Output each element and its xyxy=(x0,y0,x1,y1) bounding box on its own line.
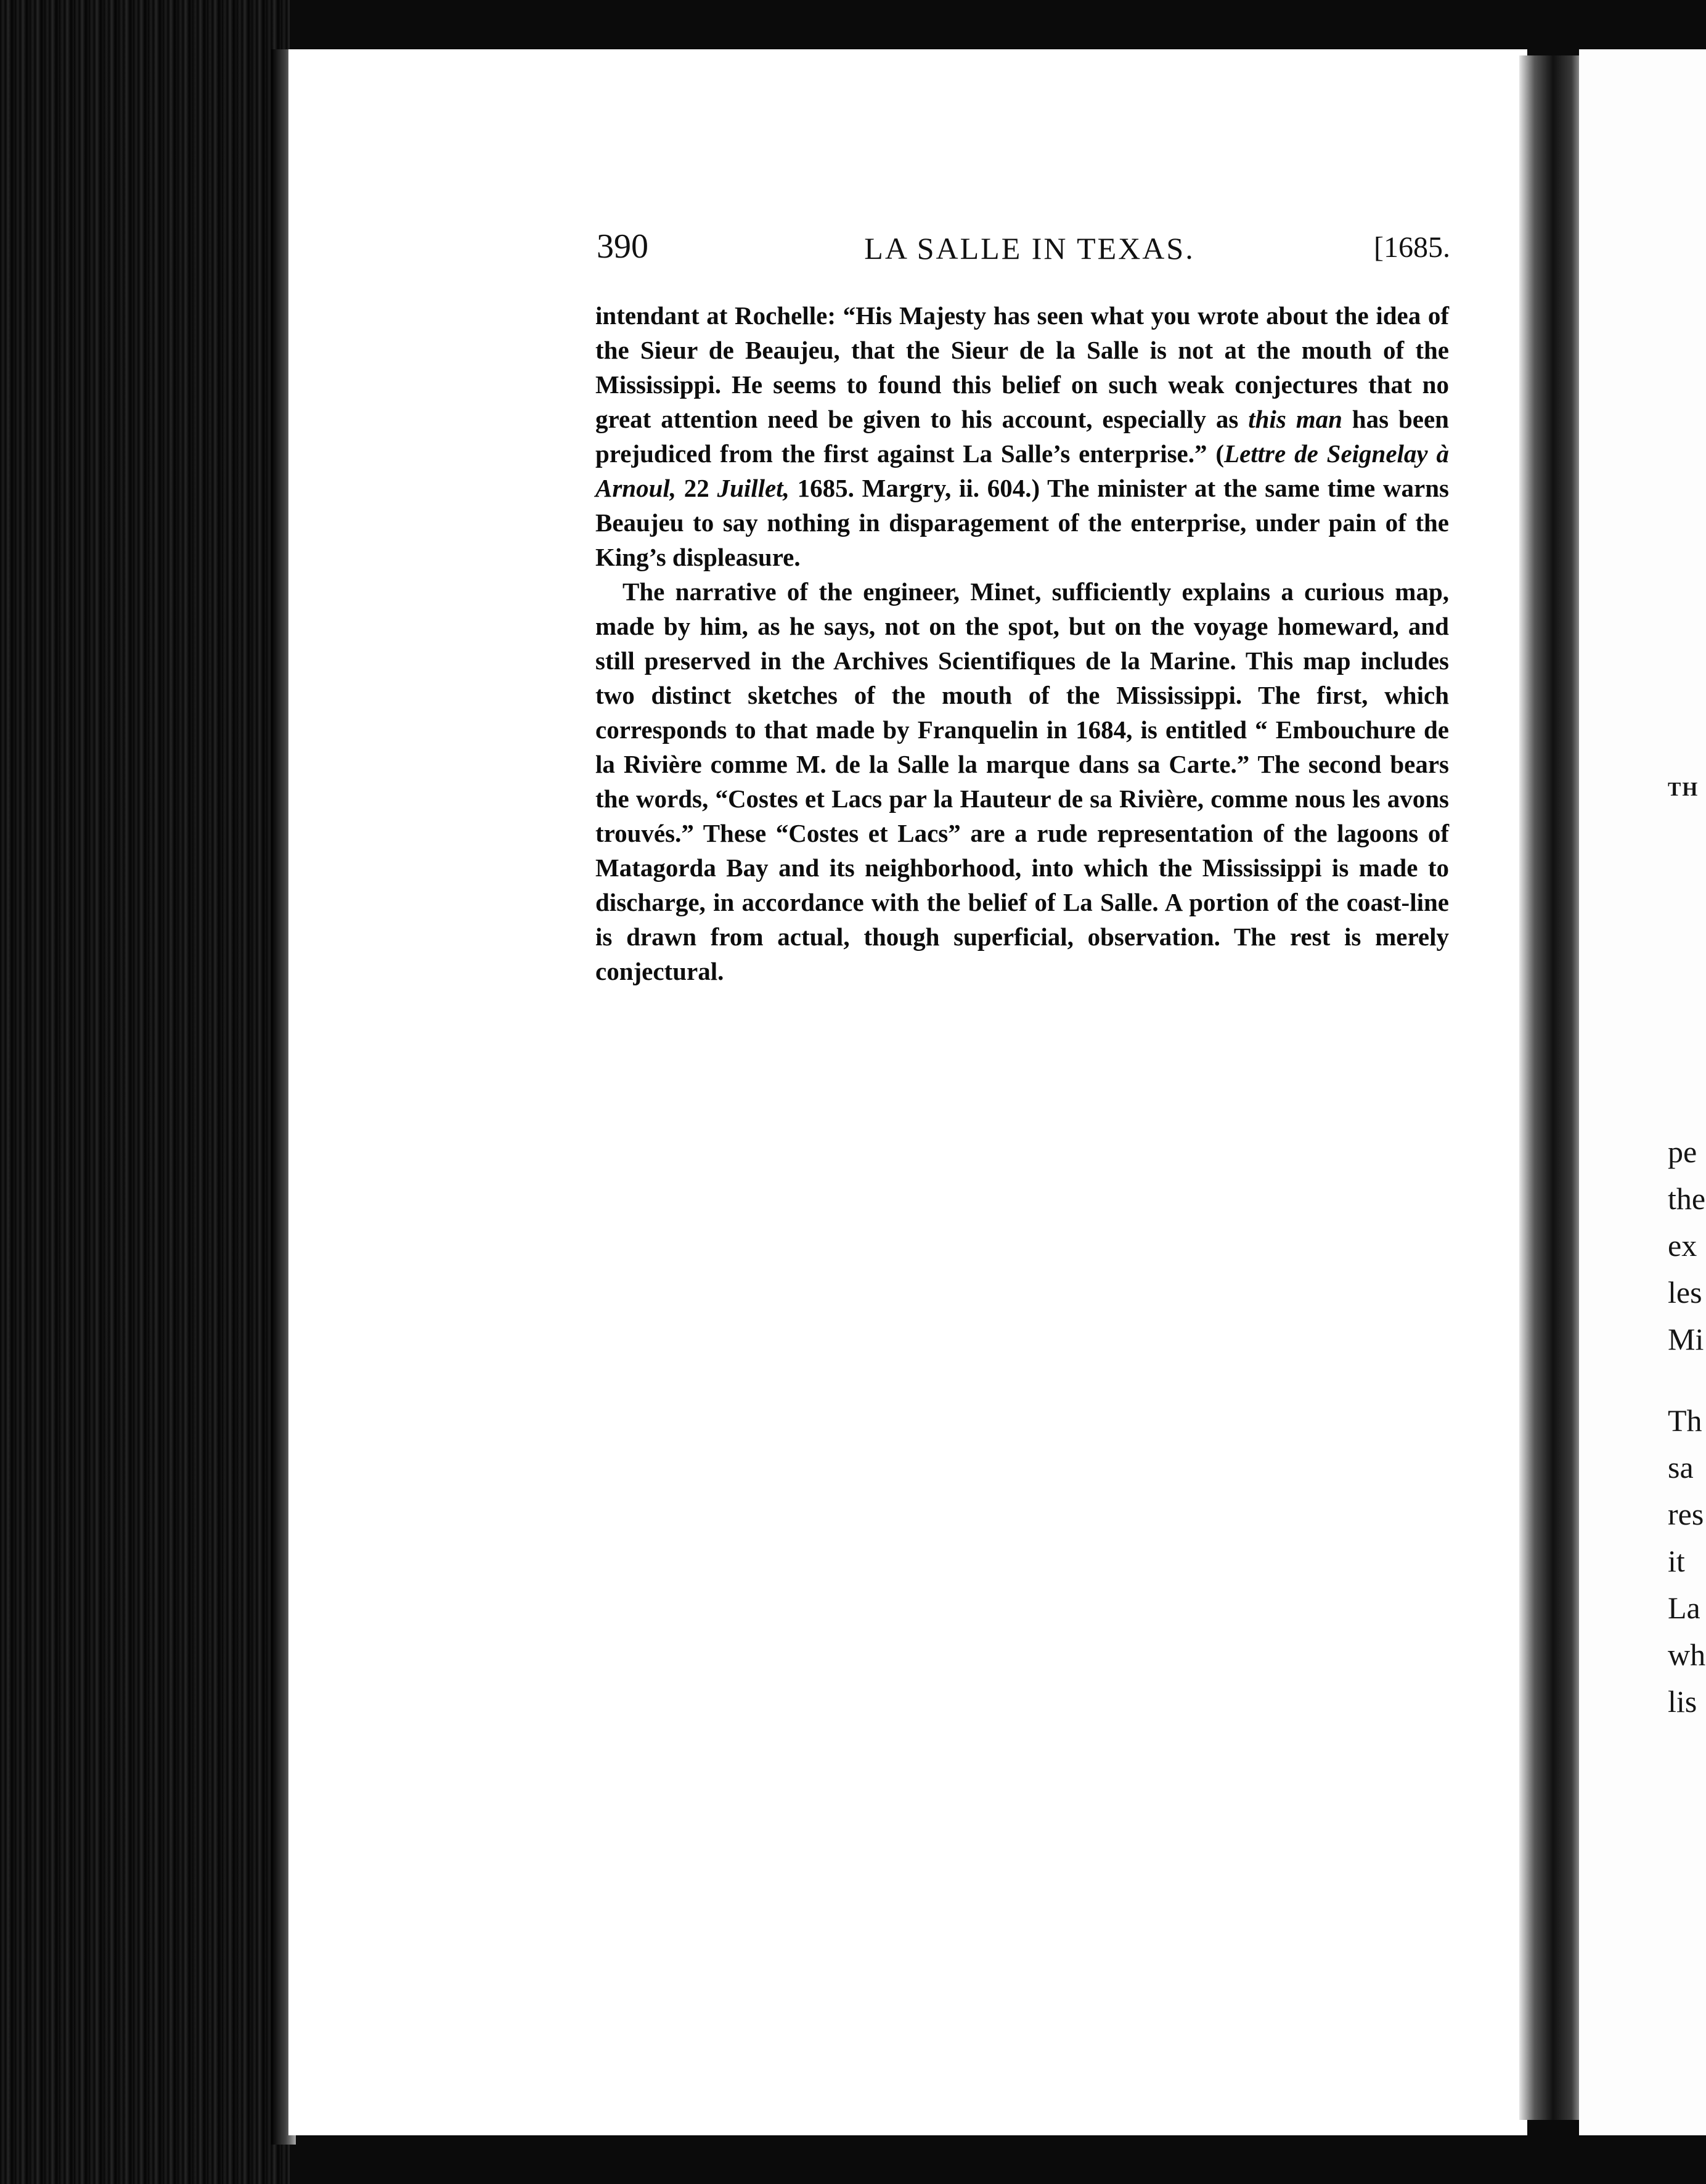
next-page-line-fragment: the xyxy=(1668,1181,1706,1216)
next-page-line-fragment: ex xyxy=(1668,1228,1697,1263)
page-date: [1685. xyxy=(1374,231,1450,264)
next-page-line-fragment: pe xyxy=(1668,1135,1697,1169)
p1-text-e: 22 xyxy=(676,474,717,502)
next-page-line-fragment: it xyxy=(1668,1544,1685,1578)
paragraph-2: The narrative of the engineer, Minet, sufficiently explains a curious map, made by him, as he says, not on the spot, but on the voyage homeward, and still preserved in the Archives Scientifiques de la Marine. This map includes two distinct sketches of the mouth of the Mississippi. The first, which corresponds to that made by Franquelin in 1684, is entitled “ Embouchure de la Rivière comme M. de la Salle la marque dans sa Carte.” The second bears the words, “Costes et Lacs par la Hauteur de sa Rivière, comme nous les avons trouvés.” These “Costes et Lacs” are a rude representation of the lagoons of Matagorda Bay and its neighborhood, into which the Mississippi is made to discharge, in accordance with the belief of La Salle. A portion of the coast-line is drawn from actual, though superficial, observation. The rest is merely conjectural. xyxy=(595,577,1449,985)
paragraph-1 xyxy=(595,298,1449,574)
body-text xyxy=(595,298,1449,988)
p1-italic-lettre: Lettre de Seignelay à Arnoul, xyxy=(595,439,1449,502)
p1-text-a: intendant at Rochelle: “His Majesty has seen what you wrote about the idea of the Sieur de Beaujeu, that the Sieur de la Salle is not at the mouth of the Mississippi. He seems to found this belief on such weak conjectures that no great attention need be given to his account, especially as xyxy=(595,301,1449,433)
p1-text-c: has been prejudiced from the first against La Salle’s enterprise.” ( xyxy=(595,405,1449,468)
next-page-line-fragment: wh xyxy=(1668,1637,1706,1672)
p1-italic-this-man: this man xyxy=(1248,405,1342,433)
next-page-line-fragment: lis xyxy=(1668,1684,1697,1719)
next-page-line-fragment: Th xyxy=(1668,1403,1702,1438)
p1-italic-juillet: Juillet, xyxy=(717,474,790,502)
p1-text-g: 1685. Margry, ii. 604.) The minister at the same time warns Beaujeu to say nothing in disparagement of the enterprise, under pain of the King’s displeasure. xyxy=(595,474,1450,571)
next-page-heading-fragment: TH xyxy=(1668,778,1699,800)
next-page xyxy=(1579,49,1706,2135)
book-edge xyxy=(0,0,290,2184)
running-head xyxy=(597,227,1450,270)
next-page-line-fragment: les xyxy=(1668,1275,1702,1310)
next-page-line-fragment: res xyxy=(1668,1497,1704,1531)
running-title: LA SALLE IN TEXAS. xyxy=(864,231,1195,266)
page-number: 390 xyxy=(597,227,648,266)
next-page-line-fragment: La xyxy=(1668,1591,1700,1625)
next-page-line-fragment: Mi xyxy=(1668,1322,1704,1356)
next-page-line-fragment: sa xyxy=(1668,1450,1694,1485)
book-gutter xyxy=(1519,55,1581,2120)
